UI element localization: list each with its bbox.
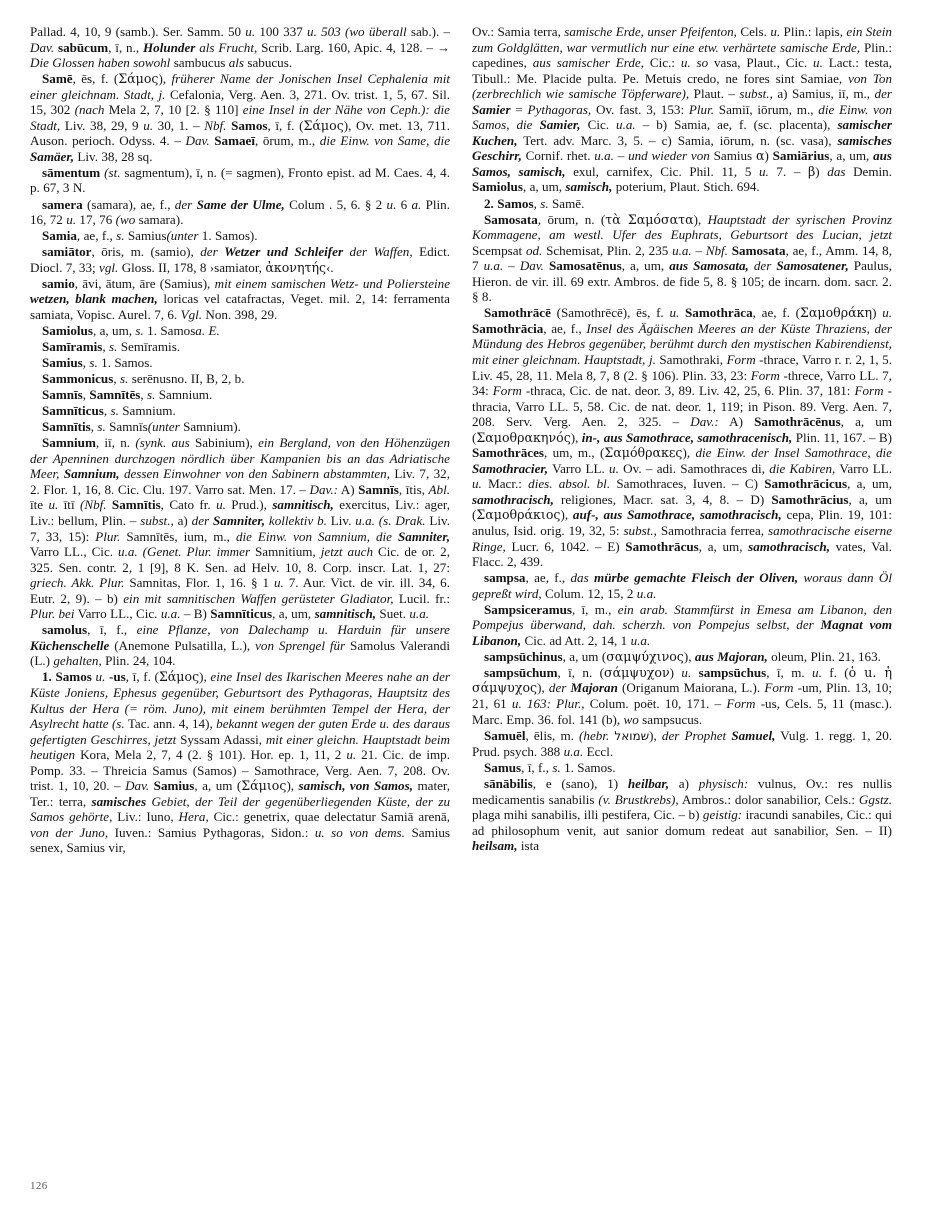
dict-entry: Samus, ī, f., s. 1. Samos. [484, 760, 616, 776]
dict-entry: Sammonicus, s. serēnusno. II, B, 2, b. [42, 371, 245, 387]
dict-entry: Samnīticus, s. Samnium. [42, 403, 176, 419]
dict-entry: sāmentum (st. sagmentum), ī, n. (= sagmen), Fronto epist. ad M. Caes. 4, 4. p. 67, 3 N. [30, 164, 450, 196]
dict-entry: Samnīs, Samnītēs, s. Samnium. [42, 387, 213, 403]
dict-entry: Samīramis, s. Semīramis. [42, 338, 181, 354]
dict-entry: sānābilis, e (sano), 1) heilbar, a) physisch: vulnus, Ov.: res nullis medicamentis sanabilis (v. Brustkrebs), Ambros.: dolor sanabilior, Cels.: Ggstz. plaga mihi sanabilis, illi pestifera, Cic. – b) geistig: iracundi sanabiles, Cic.: qui ad philosophum venit, aut sanior domum redeat aut sanabilior, Sen. – II) heilsam, ista [472, 776, 892, 854]
left-column [30, 24, 450, 856]
dict-entry: samera (samara), ae, f., der Same der Ulme, Colum . 5, 6. § 2 u. 6 a. Plin. 16, 72 u. 17, 76 (wo samara). [30, 196, 450, 228]
dict-entry: Samius, s. 1. Samos. [42, 354, 153, 370]
page-number: 126 [30, 1180, 48, 1192]
dict-entry: Samia, ae, f., s. Samius(unter 1. Samos). [42, 228, 258, 244]
dict-entry: 2. Samos, s. Samē. [484, 195, 585, 211]
dict-entry: Sampsiceramus, ī, m., ein arab. Stammfürst in Emesa am Libanon, den Pompejus überwand, dah. scherzh. von Pompejus selbst, der Magnat vom Libanon, Cic. ad Att. 2, 14, 1 u.a. [472, 601, 893, 648]
two-column-body [30, 24, 907, 1169]
dict-entry: samolus, ī, f., eine Pflanze, von Dalechamp u. Harduin für unsere Küchenschelle (Anemone Pulsatilla, L.), von Sprengel für Samolus Valerandi (L.) gehalten, Plin. 24, 104. [30, 622, 450, 669]
dict-entry: Samosata, ōrum, n. (τὰ Σαμόσατα), Hauptstadt der syrischen Provinz Kommagene, am westl. Ufer des Euphrats, Geburtsort des Lucian, jetzt Scempsat od. Schemisat, Plin. 2, 235 u.a. – Nbf. Samosata, ae, f., Amm. 14, 8, 7 u.a. – Dav. Samosatēnus, a, um, aus Samosata, der Samosatener, Paulus, Hieron. de vir. ill. 69 extr. Ambros. de fide 5, 8. § 105; de incarn. dom. sacr. 2. § 8. [472, 211, 893, 305]
dict-entry: Samnītis, s. Samnīs(unter Samnium). [42, 419, 241, 435]
dict-entry: Samuēl, ēlis, m. (hebr. שמואל), der Prophet Samuel, Vulg. 1. regg. 1, 20. Prud. psych. 388 u.a. Eccl. [472, 727, 893, 760]
dict-entry: 1. Samos u. -us, ī, f. (Σάμος), eine Insel des Ikarischen Meeres nahe an der Küste Joniens, Ephesus gegenüber, Geburtsort des Pythagoras, Hauptsitz des Kultus der Hera (= röm. Juno), mit einem berühmten Tempel der Hera, der Asylrecht hatte (s. Tac. ann. 4, 14), bekannt wegen der guten Erde u. des daraus gefertigten Geschirres, jetzt Syssam Adassi, mit einer gleichn. Hauptstadt beim heutigen Kora, Mela 2, 7, 4 (2. § 101). Hor. ep. 1, 11, 2 u. 21. Cic. de imp. Pomp. 33. – Threicia Samus (Samos) – Samothrace, Verg. Aen. 7, 208. Ov. trist. 1, 10, 20. – Dav. Samius, a, um (Σάμιος), samisch, von Samos, mater, Ter.: terra, samisches Gebiet, der Teil der gegenüberliegenden Küste, der zu Samos gehörte, Liv.: Iuno, Hera, Cic.: genetrix, quae delectatur Samiā arenā, von der Juno, Iuven.: Samius Pythagoras, Sidon.: u. so von dems. Samius senex, Samius vir, [30, 669, 451, 856]
dict-entry: Pallad. 4, 10, 9 (samb.). Ser. Samm. 50 u. 100 337 u. 503 (wo überall sab.). – Dav. sabūcum, ī, n., Holunder als Frucht, Scrib. Larg. 160, Apic. 4, 128. – → Die Glossen haben sowohl sambucus als sabucus. [30, 24, 451, 71]
right-column [472, 24, 892, 854]
dict-entry: Samnium, iī, n. (synk. aus Sabinium), ein Bergland, von den Höhenzügen der Apenninen durchzogen nördlich über Kampanien bis an das Adriatische Meer, Samnium, dessen Einwohner von den Sabinern abstammten, Liv. 7, 32, 2. Flor. 1, 16, 8. Cic. Clu. 197. Varro sat. Men. 17. – Dav.: A) Samnīs, ītis, Abl. īte u. ītī (Nbf. Samnītis, Cato fr. u. Prud.), samnitisch, exercitus, Liv.: ager, Liv.: bellum, Plin. – subst., a) der Samniter, kollektiv b. Liv. u.a. (s. Drak. Liv. 7, 33, 15): Plur. Samnītēs, ium, m., die Einw. von Samnium, die Samniter, Varro LL., Cic. u.a. (Genet. Plur. immer Samnitium, jetzt auch Cic. de or. 2, 325. Sen. contr. 2, 1 [9], 8 K. Sen. ad Helv. 10, 8. Corp. inscr. Lat. 1, 27: griech. Akk. Plur. Samnitas, Flor. 1, 16. § 1 u. 7. Aur. Vict. de vir. ill. 34, 6. Eutr. 2, 9). – b) ein mit samnitischen Waffen gerüsteter Gladiator, Lucil. fr.: Plur. bei Varro LL., Cic. u.a. – B) Samnīticus, a, um, samnitisch, Suet. u.a. [30, 435, 451, 622]
dict-entry: Ov.: Samia terra, samische Erde, unser Pfeifenton, Cels. u. Plin.: lapis, ein Stein zum Goldglätten, war vermutlich nur eine etw. verhärtete samische Erde, Plin.: capedines, aus samischer Erde, Cic.: u. so vasa, Plaut., Cic. u. Lact.: testa, Tibull.: Me. Placide pulta. Pe. Metuis credo, ne fores sint Samiae, von Ton (zerbrechlich wie samische Töpferware), Plaut. – subst., a) Samius, iī, m., der Samier = Pythagoras, Ov. fast. 3, 153: Plur. Samiī, iōrum, m., die Einw. von Samos, die Samier, Cic. u.a. – b) Samia, ae, f. (sc. placenta), samischer Kuchen, Tert. adv. Marc. 3, 5. – c) Samia, iōrum, n. (sc. vasa), samisches Geschirr, Cornif. rhet. u.a. – und wieder von Samius α) Samiārius, a, um, aus Samos, samisch, exul, carnifex, Cic. Phil. 11, 5 u. 7. – β) das Demin. Samiolus, a, um, samisch, poterium, Plaut. Stich. 694. [472, 24, 893, 195]
dict-entry: sampsūchinus, a, um (σαμψύχινος), aus Majoran, oleum, Plin. 21, 163. [484, 648, 881, 664]
dict-entry: Samē, ēs, f. (Σάμος), früherer Name der Jonischen Insel Cephalenia mit einer gleichnam. Stadt, j. Cefalonia, Verg. Aen. 3, 271. Ov. trist. 1, 5, 67. Sil. 15, 302 (nach Mela 2, 7, 10 [2. § 110] eine Insel in der Nähe von Ceph.): die Stadt, Liv. 38, 29, 9 u. 30, 1. – Nbf. Samos, ī, f. (Σάμος), Ov. met. 13, 711. Auson. perioch. Odyss. 4. – Dav. Samaeī, ōrum, m., die Einw. von Same, die Samäer, Liv. 38, 28 sq. [30, 71, 451, 164]
dict-entry: Samiolus, a, um, s. 1. Samosa. E. [42, 322, 220, 338]
dict-entry: sampsa, ae, f., das mürbe gemachte Fleisch der Oliven, woraus dann Öl gepreßt wird, Colum. 12, 15, 2 u.a. [472, 570, 892, 601]
dict-entry: Samothrācē (Samothrēcē), ēs, f. u. Samothrāca, ae, f. (Σαμοθράκη) u. Samothrācia, ae, f., Insel des Ägäischen Meeres an der Küste Thraziens, der Mündung des Hebros gegenüber, berühmt durch den mystischen Kabirendienst, mit einer gleichnam. Hauptstadt, j. Samothraki, Form -thrace, Varro r. r. 2, 1, 5. Liv. 45, 28, 11. Mela 8, 7, 8 (2. § 106). Plin. 33, 23: Form -threce, Varro LL. 7, 34: Form -thraca, Cic. de nat. deor. 3, 89. Liv. 42, 25, 6. Plin. 37, 181: Form -thracia, Varro LL. 5, 58. Cic. de nat. deor. 1, 119; in Pison. 89. Verg. Aen. 7, 208. Serv. Verg. Aen. 2, 325. – Dav.: A) Samothrācēnus, a, um (Σαμοθρακηνός), in-, aus Samothrace, samothracenisch, Plin. 11, 167. – B) Samothrāces, um, m., (Σαμόθρακες), die Einw. der Insel Samothrace, die Samothracier, Varro LL. u. Ov. – adi. Samothraces di, die Kabiren, Varro LL. u. Macr.: dies. absol. bl. Samothraces, Iuven. – C) Samothrācicus, a, um, samothracisch, religiones, Macr. sat. 3, 4, 8. – D) Samothrācius, a, um (Σαμοθράκιος), auf-, aus Samothrace, samothracisch, cepa, Plin. 19, 101: anulus, Isid. orig. 19, 32, 5: subst., Samothracia ferrea, samothracische eiserne Ringe, Lucr. 6, 1042. – E) Samothrācus, a, um, samothracisch, vates, Val. Flacc. 2, 439. [472, 305, 893, 570]
dict-entry: sampsūchum, ī, n. (σάμψυχον) u. sampsūchus, ī, m. u. f. (ὁ u. ἡ σάμψυχος), der Majoran (Origanum Maiorana, L.). Form -um, Plin. 13, 10; 21, 61 u. 163: Plur., Colum. poët. 10, 171. – Form -us, Cels. 5, 11 (masc.). Marc. Emp. 36. fol. 141 (b), wo sampsucus. [472, 664, 893, 727]
dict-entry: samiātor, ōris, m. (samio), der Wetzer und Schleifer der Waffen, Edict. Diocl. 7, 33; vgl. Gloss. II, 178, 8 ›samiator, ἀκονητής‹. [30, 244, 450, 275]
dict-entry: samio, āvi, ātum, āre (Samius), mit einem samischen Wetz- und Poliersteine wetzen, blank machen, loricas vel catafractas, Veget. mil. 2, 14: ferramenta samiata, Vopisc. Aurel. 7, 6. Vgl. Non. 398, 29. [30, 275, 451, 322]
